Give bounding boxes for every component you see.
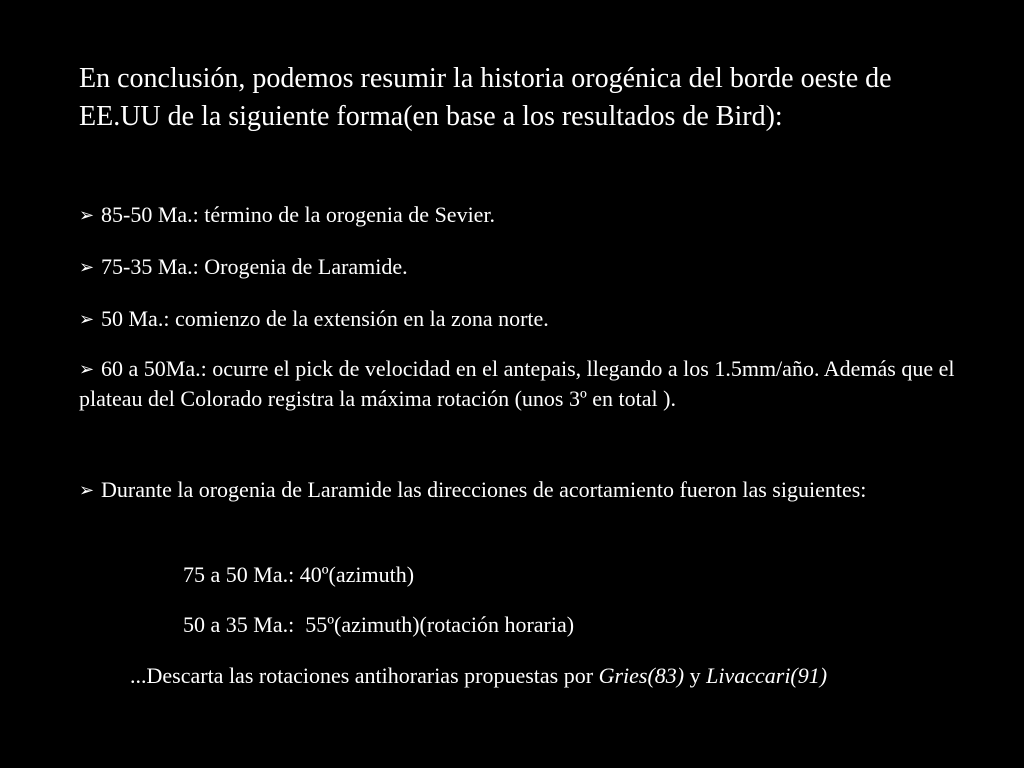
bullet-item: [79, 252, 979, 282]
bullet-item: [79, 354, 979, 414]
reference-gries: Gries(83): [598, 663, 685, 688]
bullet-text: 85-50 Ma.: término de la orogenia de Sevier.: [101, 202, 496, 227]
arrow-bullet-icon: ➢: [79, 480, 95, 500]
bullet-text: Durante la orogenia de Laramide las direcciones de acortamiento fueron las siguientes:: [101, 477, 867, 502]
reference-livaccari: Livaccari(91): [706, 663, 828, 688]
arrow-bullet-icon: ➢: [79, 309, 95, 329]
bullet-text: 60 a 50Ma.: ocurre el pick de velocidad en el antepais, llegando a los 1.5mm/año. Además que el plateau del Colorado registra la máxima rotación (unos 3º en total ).: [79, 356, 955, 411]
arrow-bullet-icon: ➢: [79, 359, 95, 379]
arrow-bullet-icon: ➢: [79, 257, 95, 277]
bullet-item: [79, 304, 979, 334]
arrow-bullet-icon: ➢: [79, 205, 95, 225]
shortening-direction-item: 75 a 50 Ma.: 40º(azimuth): [183, 562, 415, 587]
bullet-item: [79, 475, 979, 505]
closing-statement: [130, 660, 970, 692]
closing-prefix: ...Descarta las rotaciones antihorarias propuestas por: [130, 663, 599, 688]
bullet-text: 75-35 Ma.: Orogenia de Laramide.: [101, 254, 408, 279]
intro-paragraph: En conclusión, podemos resumir la historia orogénica del borde oeste de EE.UU de la siguiente forma(en base a los resultados de Bird):: [79, 63, 892, 132]
shortening-direction-item: 50 a 35 Ma.: 55º(azimuth)(rotación horaria): [183, 612, 575, 637]
bullet-text: 50 Ma.: comienzo de la extensión en la zona norte.: [101, 306, 549, 331]
closing-connector: y: [684, 663, 707, 688]
bullet-item: [79, 200, 979, 230]
